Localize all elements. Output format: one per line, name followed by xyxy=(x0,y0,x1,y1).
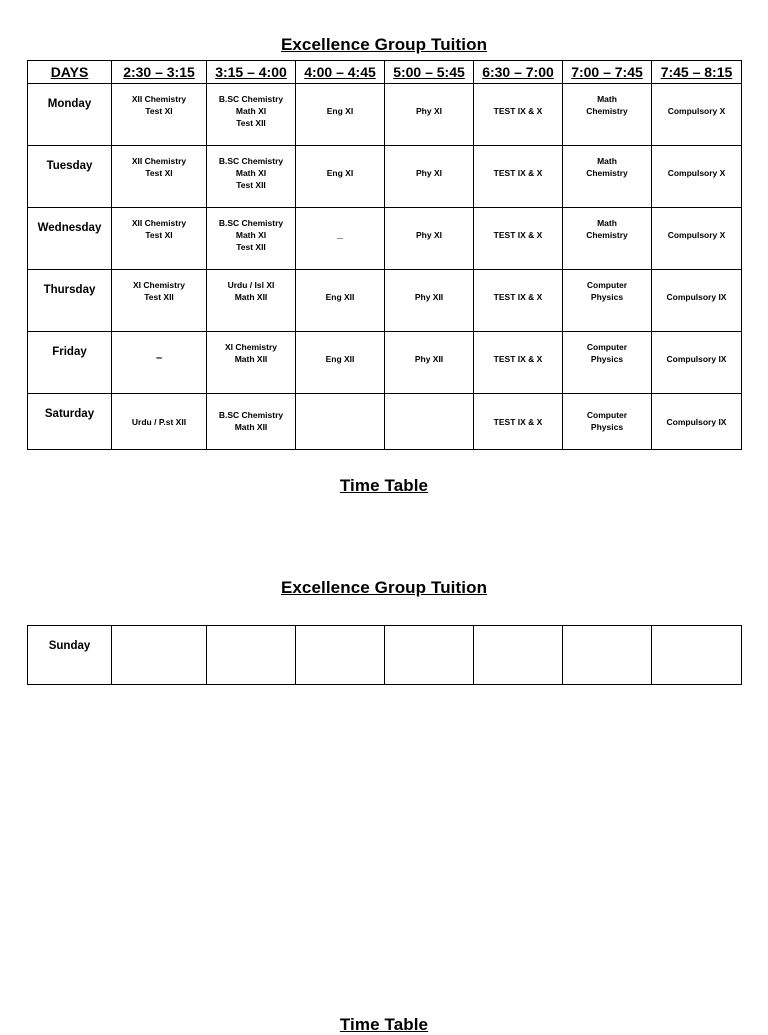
schedule-cell xyxy=(474,84,563,146)
cell-line: XII Chemistry xyxy=(131,156,187,166)
schedule-cell xyxy=(112,394,207,450)
second-title: Excellence Group Tuition xyxy=(280,578,488,597)
cell-line: _ xyxy=(336,228,344,240)
day-label: Tuesday xyxy=(28,146,112,208)
cell-line: Phy XI xyxy=(416,106,442,116)
timetable-grid xyxy=(27,60,742,450)
cell-line: B.SC Chemistry xyxy=(218,218,284,228)
table-row xyxy=(28,626,742,685)
sunday-grid xyxy=(27,625,742,685)
cell-line: Math XII xyxy=(234,422,268,432)
schedule-cell xyxy=(563,332,652,394)
schedule-cell xyxy=(296,208,385,270)
schedule-cell xyxy=(474,394,563,450)
schedule-cell xyxy=(207,270,296,332)
schedule-cell xyxy=(207,626,296,685)
cell-line: Phy XI xyxy=(416,230,442,240)
day-label: Friday xyxy=(28,332,112,394)
schedule-cell xyxy=(207,208,296,270)
cell-line: Test XI xyxy=(145,106,173,116)
schedule-cell xyxy=(296,332,385,394)
cell-line: Test XII xyxy=(236,180,266,190)
schedule-cell xyxy=(296,270,385,332)
schedule-cell xyxy=(112,146,207,208)
schedule-cell xyxy=(474,270,563,332)
schedule-cell xyxy=(385,270,474,332)
day-label: Thursday xyxy=(28,270,112,332)
column-header-time: 4:00 – 4:45 xyxy=(296,61,385,84)
cell-line: Phy XI xyxy=(416,168,442,178)
cell-line: Chemistry xyxy=(586,230,628,240)
cell-line: Compulsory X xyxy=(667,106,726,116)
schedule-cell xyxy=(112,270,207,332)
cell-line: TEST IX & X xyxy=(493,230,543,240)
schedule-cell xyxy=(563,270,652,332)
schedule-cell xyxy=(385,84,474,146)
schedule-cell xyxy=(474,332,563,394)
schedule-cell xyxy=(385,626,474,685)
cell-line: Math XI xyxy=(235,230,267,240)
cell-line: Eng XI xyxy=(326,106,354,116)
schedule-cell xyxy=(207,394,296,450)
schedule-cell xyxy=(652,332,742,394)
cell-line: Test XII xyxy=(236,118,266,128)
column-header-time: 2:30 – 3:15 xyxy=(112,61,207,84)
cell-line: TEST IX & X xyxy=(493,292,543,302)
cell-line: B.SC Chemistry xyxy=(218,156,284,166)
schedule-cell xyxy=(563,146,652,208)
cell-line: – xyxy=(155,352,163,364)
schedule-cell xyxy=(474,626,563,685)
schedule-cell xyxy=(652,626,742,685)
cell-line: Computer xyxy=(586,280,628,290)
day-label: Wednesday xyxy=(28,208,112,270)
schedule-cell xyxy=(296,146,385,208)
schedule-cell xyxy=(112,626,207,685)
top-title: Excellence Group Tuition xyxy=(280,35,488,54)
cell-line: Math xyxy=(597,94,617,104)
schedule-cell xyxy=(563,208,652,270)
cell-line: Math XII xyxy=(234,354,268,364)
bottom-partial-title: Time Table xyxy=(339,1015,429,1034)
schedule-cell xyxy=(563,84,652,146)
cell-line: Eng XII xyxy=(325,354,355,364)
cell-line: Compulsory IX xyxy=(666,292,727,302)
schedule-cell xyxy=(207,84,296,146)
schedule-cell xyxy=(385,146,474,208)
cell-line: Chemistry xyxy=(586,106,628,116)
cell-line: Compulsory IX xyxy=(666,417,727,427)
schedule-cell xyxy=(296,394,385,450)
day-label: Saturday xyxy=(28,394,112,450)
cell-line: Chemistry xyxy=(586,168,628,178)
cell-line: Test XI xyxy=(145,168,173,178)
cell-line: Math XI xyxy=(235,168,267,178)
schedule-cell xyxy=(652,208,742,270)
schedule-cell xyxy=(207,332,296,394)
schedule-cell xyxy=(112,208,207,270)
schedule-cell xyxy=(563,626,652,685)
schedule-cell xyxy=(112,332,207,394)
schedule-cell xyxy=(207,146,296,208)
cell-line: TEST IX & X xyxy=(493,106,543,116)
column-header-time: 7:00 – 7:45 xyxy=(563,61,652,84)
cell-line: Urdu / Isl XI xyxy=(227,280,275,290)
schedule-cell xyxy=(652,84,742,146)
cell-line: Computer xyxy=(586,342,628,352)
cell-line: Phy XII xyxy=(414,292,444,302)
cell-line: Physics xyxy=(590,354,624,364)
cell-line: Compulsory X xyxy=(667,230,726,240)
schedule-cell xyxy=(385,208,474,270)
cell-line: Math xyxy=(597,156,617,166)
schedule-cell xyxy=(563,394,652,450)
cell-line: Physics xyxy=(590,292,624,302)
table-row xyxy=(28,332,742,394)
cell-line: Compulsory X xyxy=(667,168,726,178)
schedule-cell xyxy=(474,146,563,208)
column-header-time: 5:00 – 5:45 xyxy=(385,61,474,84)
cell-line: TEST IX & X xyxy=(493,168,543,178)
day-label: Sunday xyxy=(28,626,112,685)
schedule-cell xyxy=(385,332,474,394)
column-header-time: 3:15 – 4:00 xyxy=(207,61,296,84)
cell-line: Test XII xyxy=(236,242,266,252)
cell-line: Physics xyxy=(590,422,624,432)
table-row xyxy=(28,208,742,270)
cell-line: B.SC Chemistry xyxy=(218,410,284,420)
table-row xyxy=(28,146,742,208)
footer-title: Time Table xyxy=(339,476,429,495)
cell-line: Compulsory IX xyxy=(666,354,727,364)
cell-line: Test XII xyxy=(144,292,174,302)
table-row xyxy=(28,270,742,332)
cell-line: Math XII xyxy=(234,292,268,302)
column-header-days: DAYS xyxy=(28,61,112,84)
cell-line: Phy XII xyxy=(414,354,444,364)
cell-line: Urdu / P.st XII xyxy=(131,417,187,427)
column-header-time: 6:30 – 7:00 xyxy=(474,61,563,84)
schedule-cell xyxy=(474,208,563,270)
cell-line: Math XI xyxy=(235,106,267,116)
cell-line: Eng XI xyxy=(326,168,354,178)
cell-line: TEST IX & X xyxy=(493,417,543,427)
schedule-cell xyxy=(385,394,474,450)
schedule-cell xyxy=(296,626,385,685)
cell-line: Eng XII xyxy=(325,292,355,302)
cell-line: XII Chemistry xyxy=(131,94,187,104)
table-row xyxy=(28,84,742,146)
cell-line: Computer xyxy=(586,410,628,420)
header-row xyxy=(28,61,742,84)
table-row xyxy=(28,394,742,450)
cell-line: TEST IX & X xyxy=(493,354,543,364)
cell-line: XI Chemistry xyxy=(133,280,185,290)
cell-line: Test XI xyxy=(145,230,173,240)
column-header-time: 7:45 – 8:15 xyxy=(652,61,742,84)
schedule-cell xyxy=(296,84,385,146)
schedule-cell xyxy=(652,394,742,450)
schedule-cell xyxy=(652,270,742,332)
cell-line: XI Chemistry xyxy=(225,342,277,352)
day-label: Monday xyxy=(28,84,112,146)
schedule-cell xyxy=(652,146,742,208)
cell-line: Math xyxy=(597,218,617,228)
cell-line: B.SC Chemistry xyxy=(218,94,284,104)
schedule-cell xyxy=(112,84,207,146)
cell-line: XII Chemistry xyxy=(131,218,187,228)
